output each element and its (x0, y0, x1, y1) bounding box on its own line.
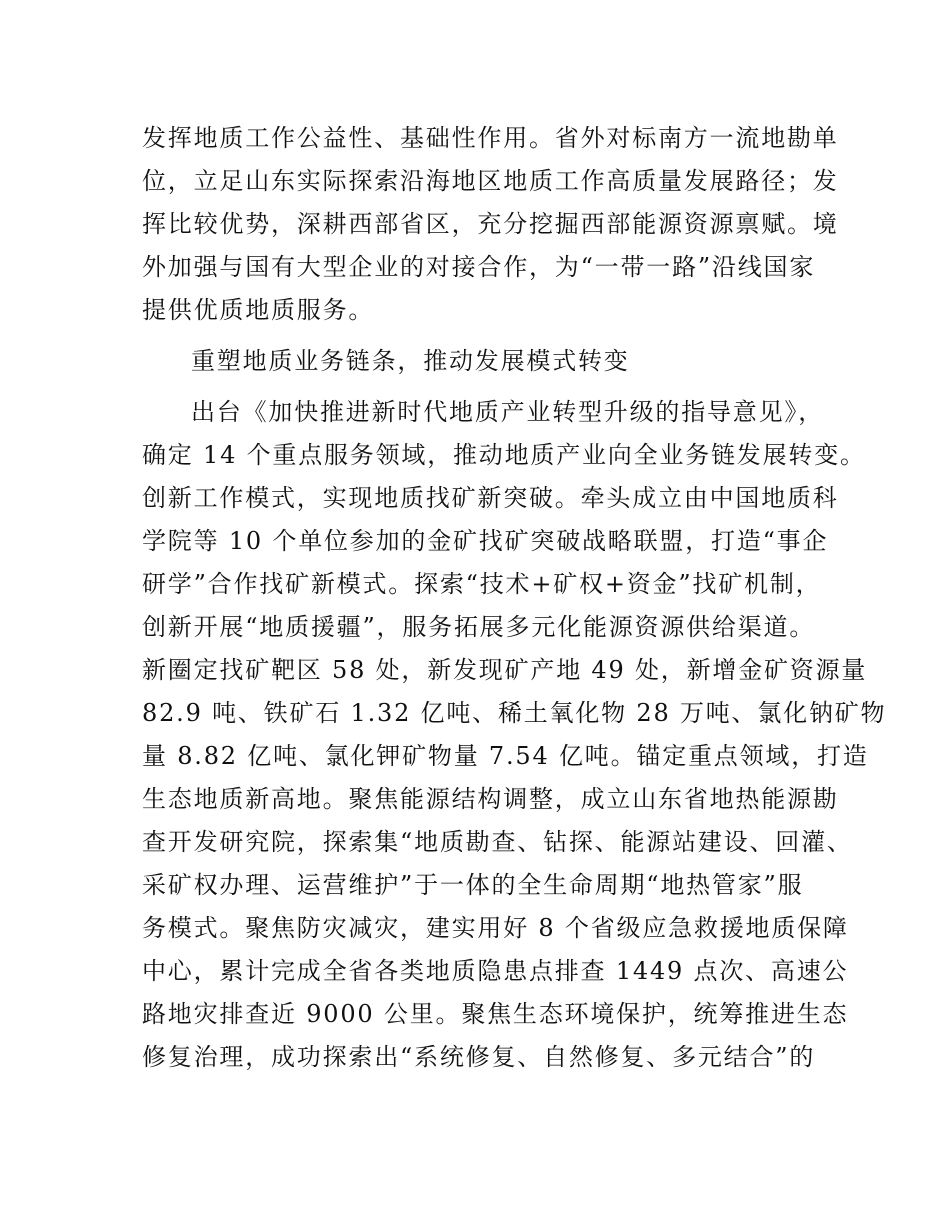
text-line: 位，立足山东实际探索沿海地区地质工作高质量发展路径；发 (142, 167, 839, 195)
text-line: 路地灾排查近 9000 公里。聚焦生态环境保护，统筹推进生态 (142, 1000, 849, 1028)
text-line: 出台《加快推进新时代地质产业转型升级的指导意见》， (191, 398, 824, 426)
text-line: 采矿权办理、运营维护”于一体的全生命周期“地热管家”服 (142, 871, 804, 899)
text-line: 查开发研究院，探索集“地质勘查、钻探、能源站建设、回灌、 (142, 828, 853, 856)
text-line: 生态地质新高地。聚焦能源结构调整，成立山东省地热能源勘 (142, 785, 839, 813)
text-line: 外加强与国有大型企业的对接合作，为“一带一路”沿线国家 (142, 253, 816, 281)
text-line: 研学”合作找矿新模式。探索“技术+矿权+资金”找矿机制， (142, 570, 822, 598)
text-line: 创新开展“地质援疆”，服务拓展多元化能源资源供给渠道。 (142, 613, 816, 641)
text-line: 挥比较优势，深耕西部省区，充分挖掘西部能源资源禀赋。境 (142, 210, 839, 238)
text-line: 修复治理，成功探索出“系统修复、自然修复、多元结合”的 (142, 1043, 816, 1071)
text-line: 提供优质地质服务。 (142, 296, 375, 324)
text-line: 务模式。聚焦防灾减灾，建实用好 8 个省级应急救援地质保障 (142, 914, 849, 942)
text-line: 量 8.82 亿吨、氯化钾矿物量 7.54 亿吨。锚定重点领域，打造 (142, 742, 869, 770)
text-line: 新圈定找矿靶区 58 处，新发现矿产地 49 处，新增金矿资源量 (142, 656, 868, 684)
text-line: 确定 14 个重点服务领域，推动地质产业向全业务链发展转变。 (142, 441, 866, 469)
text-line: 发挥地质工作公益性、基础性作用。省外对标南方一流地勘单 (142, 124, 839, 152)
text-line: 中心，累计完成全省各类地质隐患点排查 1449 点次、高速公 (142, 957, 849, 985)
text-line: 学院等 10 个单位参加的金矿找矿突破战略联盟，打造“事企 (142, 527, 829, 555)
section-heading: 重塑地质业务链条，推动发展模式转变 (191, 347, 630, 375)
text-line: 创新工作模式，实现地质找矿新突破。牵头成立由中国地质科 (142, 484, 839, 512)
text-line: 82.9 吨、铁矿石 1.32 亿吨、稀土氧化物 28 万吨、氯化钠矿物 (142, 699, 887, 727)
